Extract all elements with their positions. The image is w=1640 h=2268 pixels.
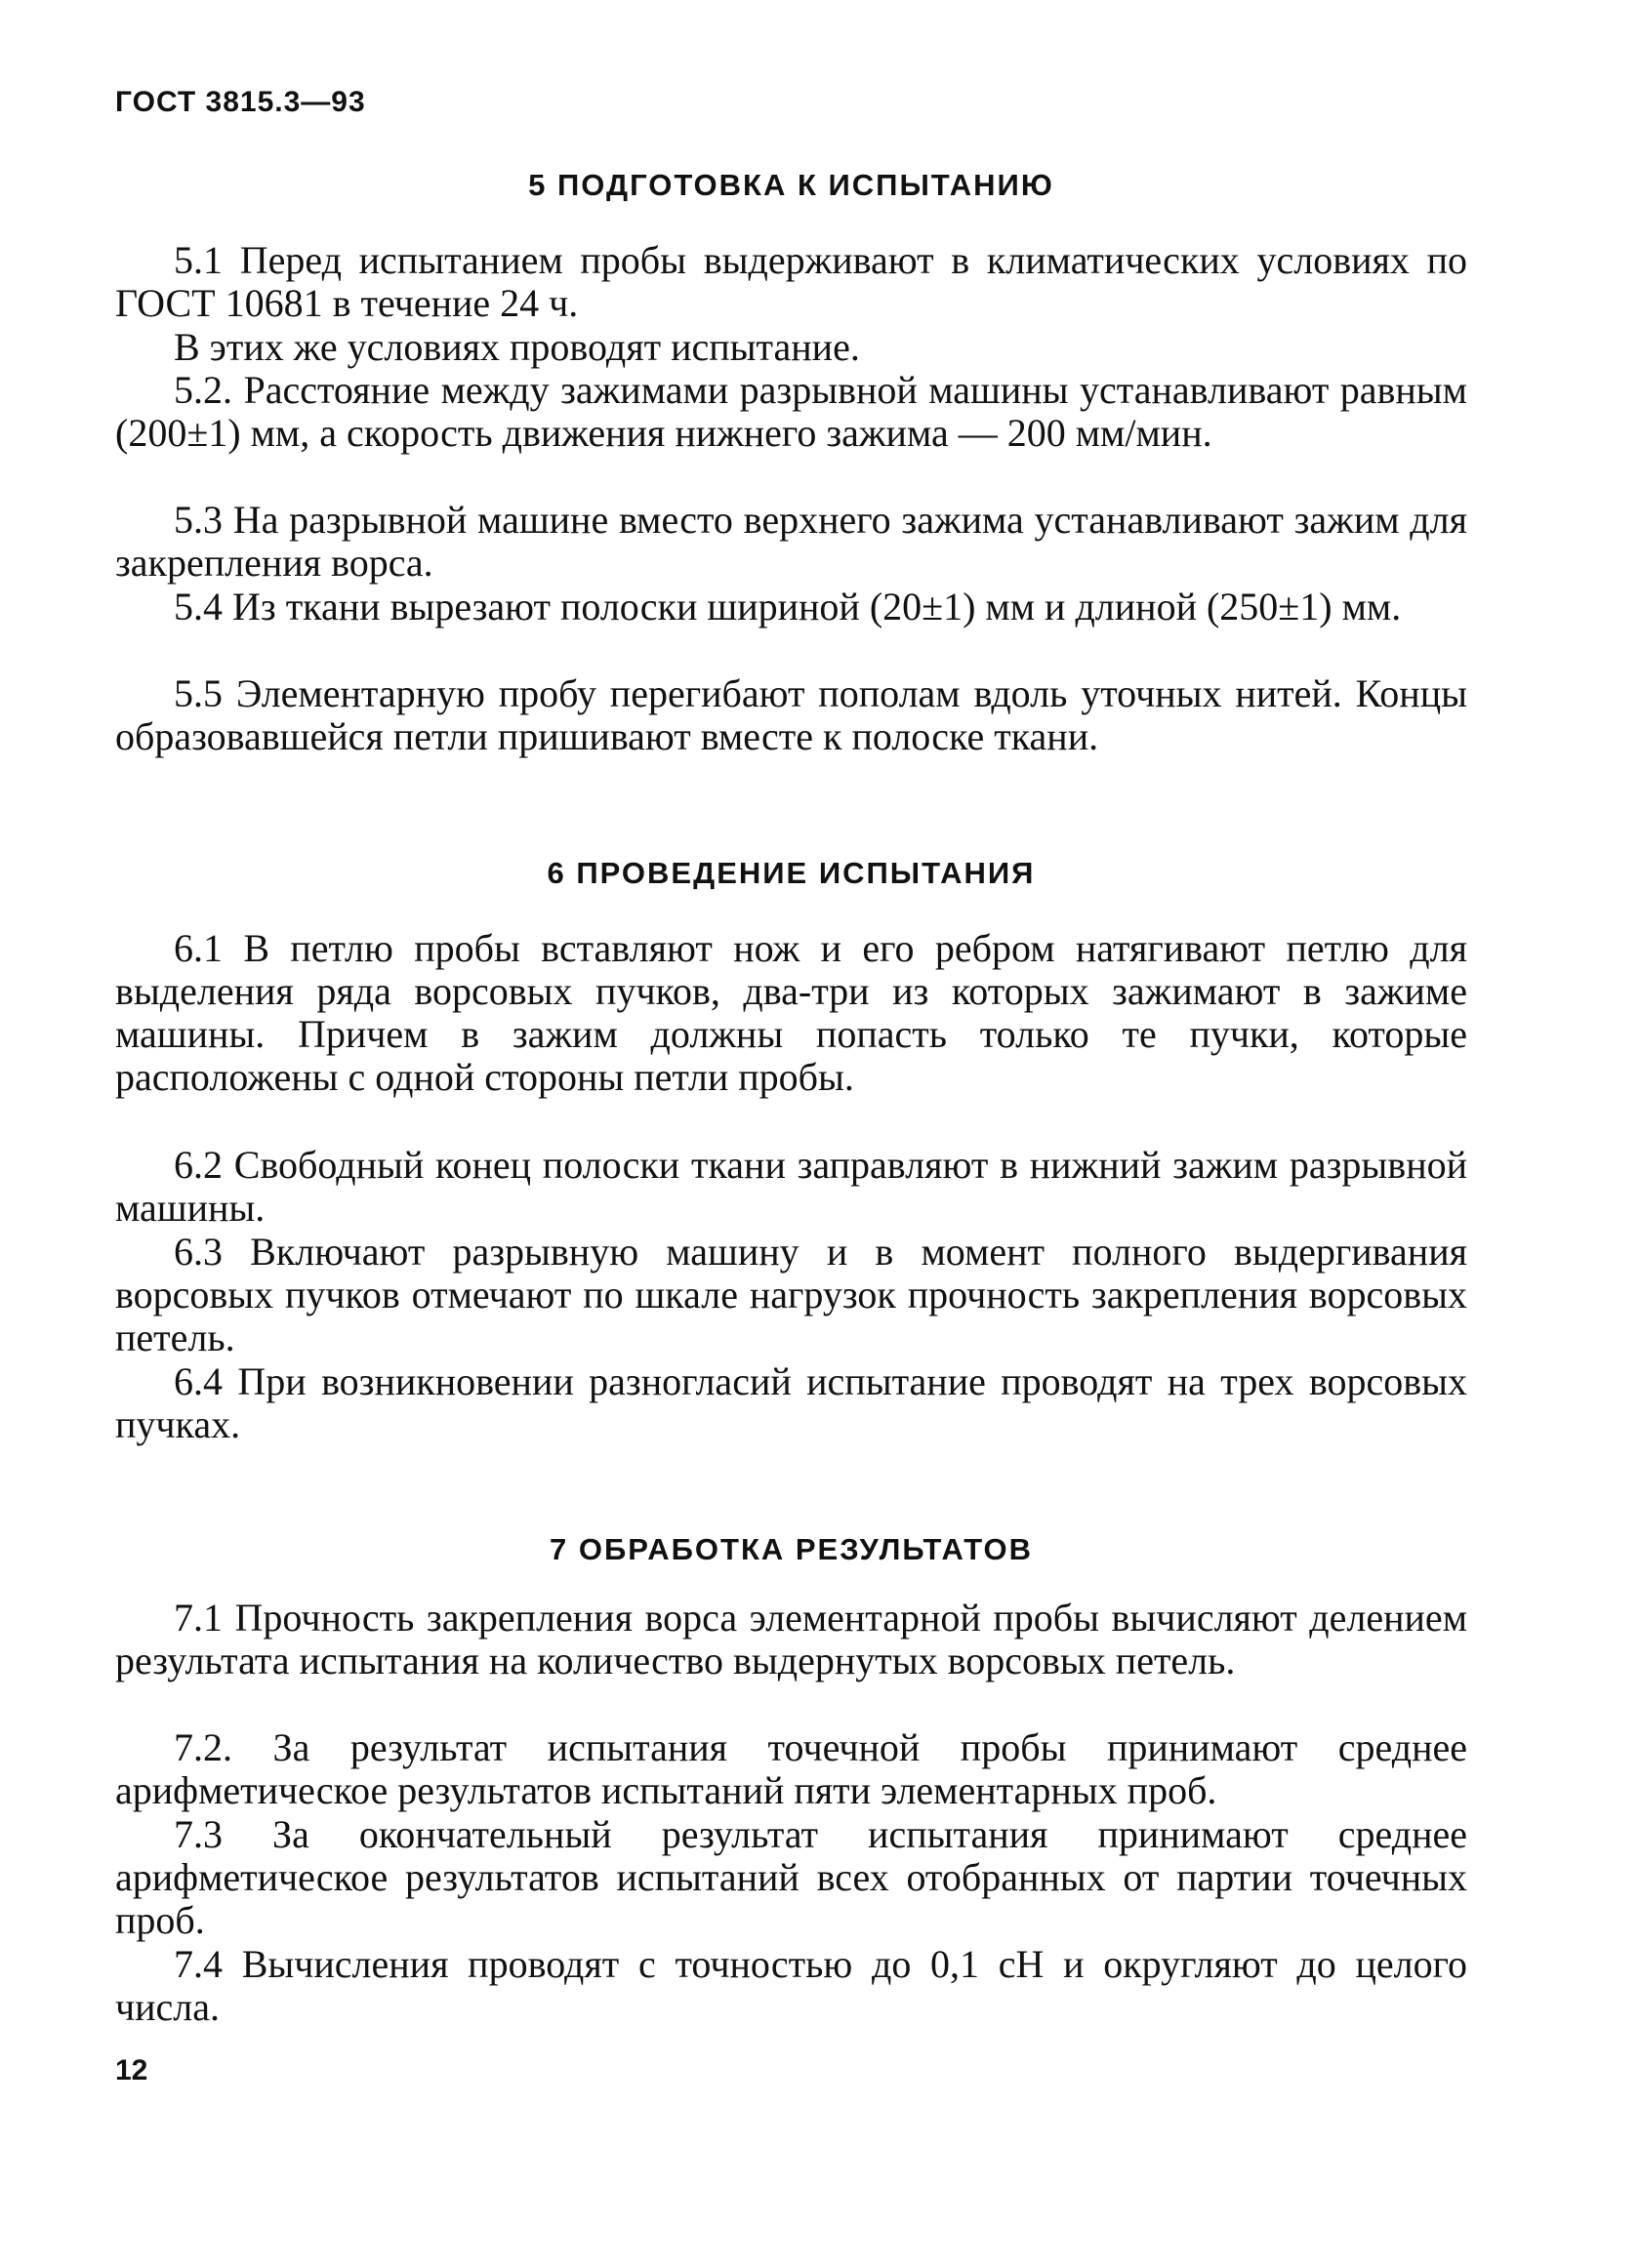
paragraph-5-5: 5.5 Элементарную пробу перегибают пополам вдоль уточных нитей. Концы образовавшейся петли пришивают вместе к полоске ткани. <box>115 671 1467 758</box>
paragraph-7-4: 7.4 Вычисления проводят с точностью до 0,1 сН и округляют до целого числа. <box>115 1942 1467 2029</box>
section-heading-6: 6 ПРОВЕДЕНИЕ ИСПЫТАНИЯ <box>547 856 1036 890</box>
section-heading-5: 5 ПОДГОТОВКА К ИСПЫТАНИЮ <box>528 168 1054 202</box>
paragraph-6-2: 6.2 Свободный конец полоски ткани заправляют в нижний зажим разрывной машины. <box>115 1143 1467 1230</box>
section-heading-7: 7 ОБРАБОТКА РЕЗУЛЬТАТОВ <box>550 1532 1033 1566</box>
paragraph-5-4: 5.4 Из ткани вырезают полоски шириной (20±1) мм и длиной (250±1) мм. <box>174 585 1402 628</box>
paragraph-6-4: 6.4 При возникновении разногласий испытание проводят на трех ворсовых пучках. <box>115 1359 1467 1446</box>
paragraph-6-1: 6.1 В петлю пробы вставляют нож и его ребром натягивают петлю для выделения ряда ворсовых пучков, два-три из которых зажимают в зажиме машины. Причем в зажим должны попасть только те пучки, которые расположены с одной стороны петли пробы. <box>115 926 1467 1099</box>
paragraph-5-3: 5.3 На разрывной машине вместо верхнего зажима устанавливают зажим для закрепления ворса. <box>115 498 1467 585</box>
document-code: ГОСТ 3815.3—93 <box>115 86 366 118</box>
paragraph-7-3: 7.3 За окончательный результат испытания принимают среднее арифметическое результатов испытаний всех отобранных от партии точечных проб. <box>115 1812 1467 1942</box>
page-number: 12 <box>115 2054 148 2086</box>
paragraph-7-1: 7.1 Прочность закрепления ворса элементарной пробы вычисляют делением результата испытания на количество выдернутых ворсовых петель. <box>115 1596 1467 1682</box>
paragraph-6-3: 6.3 Включают разрывную машину и в момент полного выдергивания ворсовых пучков отмечают по шкале нагрузок прочность закрепления ворсовых петель. <box>115 1230 1467 1359</box>
paragraph-5-1-note: В этих же условиях проводят испытание. <box>174 325 860 369</box>
paragraph-5-2: 5.2. Расстояние между зажимами разрывной машины устанавливают равным (200±1) мм, а скорость движения нижнего зажима — 200 мм/мин. <box>115 368 1467 455</box>
paragraph-5-1: 5.1 Перед испытанием пробы выдерживают в климатических условиях по ГОСТ 10681 в течение 24 ч. <box>115 238 1467 325</box>
paragraph-7-2: 7.2. За результат испытания точечной пробы принимают среднее арифметическое результатов испытаний пяти элементарных проб. <box>115 1725 1467 1812</box>
